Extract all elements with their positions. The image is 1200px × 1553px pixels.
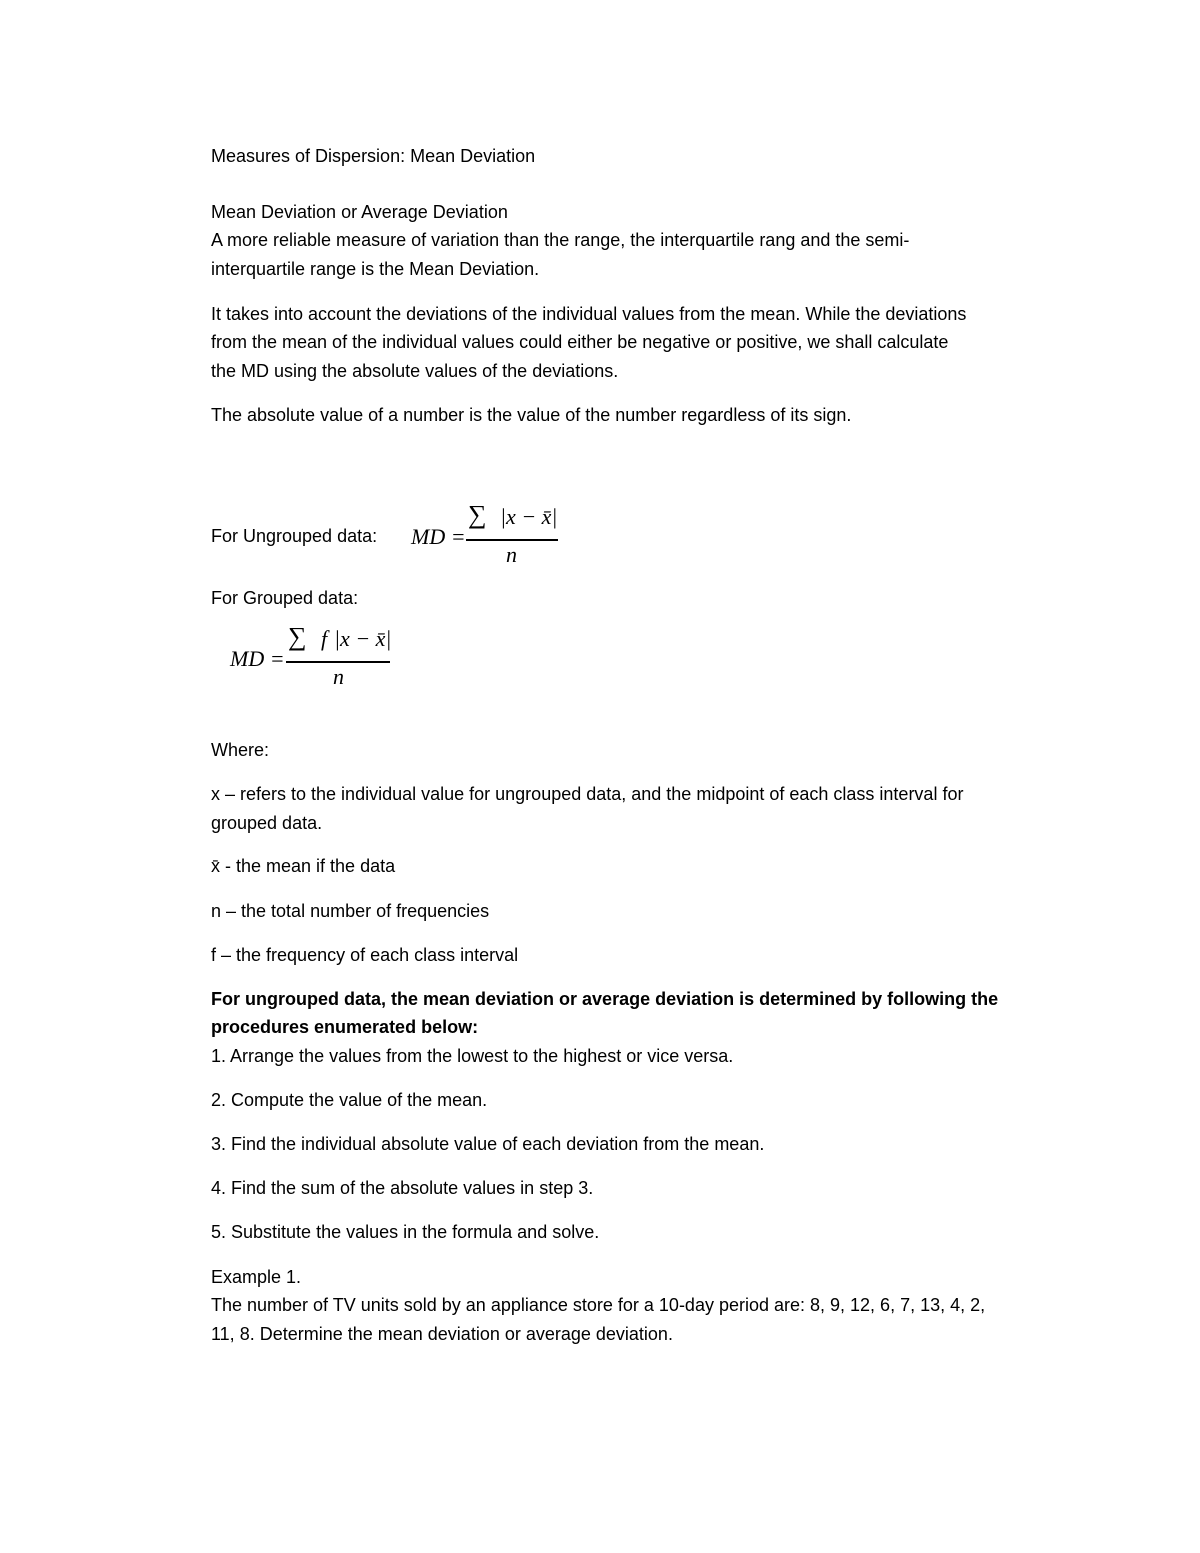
ungrouped-label: For Ungrouped data:	[211, 526, 378, 546]
where-label: Where:	[211, 740, 270, 760]
formula-denominator: n	[506, 542, 517, 567]
definition-xbar: x̄ - the mean if the data	[211, 856, 396, 876]
example-text: The number of TV units sold by an appliance store for a 10-day period are: 8, 9, 12, 6, 7, 13, 4, 2,	[211, 1295, 986, 1315]
intro-text-line: A more reliable measure of variation than the range, the interquartile rang and the semi-	[211, 230, 910, 250]
procedure-heading: For ungrouped data, the mean deviation or average deviation is determined by following the	[211, 989, 999, 1009]
formula-abs-expression: |x − x̄|	[334, 626, 392, 651]
formula-md: MD =	[411, 524, 466, 549]
definition-x-continued: grouped data.	[211, 813, 323, 833]
intro-text-line: interquartile range is the Mean Deviation.	[211, 259, 540, 279]
step-item: 1. Arrange the values from the lowest to the highest or vice versa.	[211, 1046, 734, 1066]
formula-abs-expression: |x − x̄|	[500, 504, 558, 529]
paragraph-line: the MD using the absolute values of the deviations.	[211, 361, 619, 381]
step-item: 5. Substitute the values in the formula and solve.	[211, 1222, 600, 1242]
example-text: 11, 8. Determine the mean deviation or average deviation.	[211, 1324, 673, 1344]
formula-f: f	[321, 626, 328, 651]
definition-f: f – the frequency of each class interval	[211, 945, 519, 965]
definition-x: x – refers to the individual value for ungrouped data, and the midpoint of each class interval for	[211, 784, 964, 804]
step-item: 4. Find the sum of the absolute values in step 3.	[211, 1178, 594, 1198]
fraction-bar	[286, 661, 390, 663]
example-label: Example 1.	[211, 1267, 302, 1287]
grouped-label: For Grouped data:	[211, 588, 359, 608]
step-item: 2. Compute the value of the mean.	[211, 1090, 488, 1110]
paragraph-line: The absolute value of a number is the value of the number regardless of its sign.	[211, 405, 852, 425]
section-heading: Mean Deviation or Average Deviation	[211, 202, 508, 222]
document-title: Measures of Dispersion: Mean Deviation	[211, 146, 536, 166]
fraction-bar	[466, 539, 558, 541]
step-item: 3. Find the individual absolute value of each deviation from the mean.	[211, 1134, 765, 1154]
sigma-symbol: ∑	[288, 622, 307, 651]
sigma-symbol: ∑	[468, 500, 487, 529]
formula-md: MD =	[230, 646, 285, 671]
paragraph-line: It takes into account the deviations of the individual values from the mean. While the deviations	[211, 304, 967, 324]
definition-n: n – the total number of frequencies	[211, 901, 490, 921]
procedure-heading: procedures enumerated below:	[211, 1017, 479, 1037]
formula-denominator: n	[333, 664, 344, 689]
paragraph-line: from the mean of the individual values could either be negative or positive, we shall calculate	[211, 332, 949, 352]
